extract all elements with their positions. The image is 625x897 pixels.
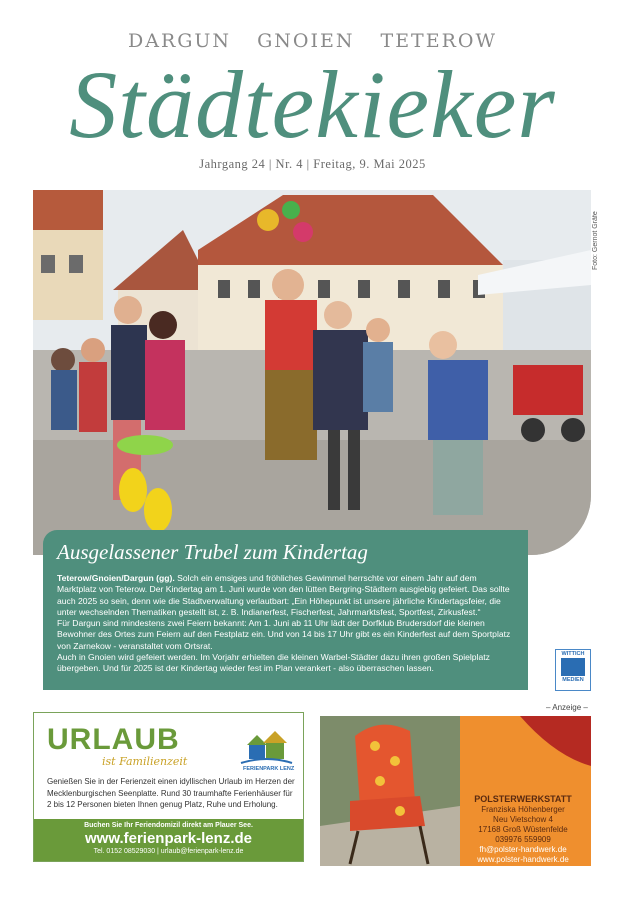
ad-label: – Anzeige –	[546, 703, 588, 712]
masthead-towns: DARGUN GNOIEN TETEROW	[127, 30, 498, 52]
ad-polsterwerkstatt[interactable]	[320, 716, 591, 866]
lead-story	[43, 530, 528, 690]
publisher-logo-mark	[561, 658, 585, 676]
publisher-logo	[555, 649, 591, 691]
story-text-1: Solch ein emsiges und fröhliches Gewimmel herrschte vor einem Jahr auf dem Marktplatz von Teterow. Der Kindertag am 1. Juni wurde von den lütten Bergring-Städtern ausgiebig gefeiert. Das sollte auch 2025 so sein, denn wie die Stadtverwaltung verlautbart: „Ein Höhepunkt ist unsere jährliche Kindertagsfeier, die unter wechselnden Thematiken gestellt ist, z. B. Indianerfest, Fischerfest, Jahrmarktsfest, Sportfest, Zirkusfest.“	[57, 573, 510, 617]
ad-polster-city: 17168 Groß Wüstenfelde	[478, 825, 568, 834]
ad-ferienpark-cta: Buchen Sie Ihr Feriendomizil direkt am Plauer See.	[84, 822, 253, 829]
story-paragraph-1	[57, 573, 514, 618]
masthead-title: Städtekieker	[69, 51, 556, 158]
story-headline: Ausgelassener Trubel zum Kindertag	[57, 540, 368, 564]
issue-line: Jahrgang 24 | Nr. 4 | Freitag, 9. Mai 2025	[199, 157, 426, 171]
ad-polster-owner: Franziska Höhenberger	[481, 805, 565, 814]
ad-ferienpark[interactable]	[33, 712, 304, 862]
ad-polster-street: Neu Vietschow 4	[493, 815, 553, 824]
publisher-logo-bottom: MEDIEN	[562, 677, 584, 683]
ad-ferienpark-url[interactable]: www.ferienpark-lenz.de	[85, 830, 252, 847]
ad-ferienpark-script: ist Familienzeit	[102, 755, 188, 768]
ad-polster-email[interactable]: fh@polster-handwerk.de	[479, 845, 567, 854]
house-icon	[239, 725, 294, 767]
photo-credit: Foto: Gernot Gräfe	[592, 211, 599, 270]
ad-ferienpark-logo-text: FERIENPARK LENZ	[243, 766, 295, 772]
ad-ferienpark-description: Genießen Sie in der Ferienzeit einen idyllischen Urlaub im Herzen der Mecklenburgischen Seenplatte. Rund 30 traumhafte Ferienhäuser für 2 bis 12 Personen bieten Ihnen genug Platz, Ruhe und Erholung.	[47, 777, 295, 809]
ad-ferienpark-headline: URLAUB	[47, 723, 180, 756]
story-dateline: Teterow/Gnoien/Dargun (gg).	[57, 573, 175, 583]
cover-photo	[33, 190, 591, 555]
ad-polster-name: POLSTERWERKSTATT	[474, 794, 572, 804]
story-paragraph-3: Auch in Gnoien wird gefeiert werden. Im Vorjahr erhielten die kleinen Warbel-Städter dazu ihren großen Spielplatz übergeben. Und für 2025 ist der Kindertag wieder fest im Plan verankert - also überraschen lassen.	[57, 652, 490, 674]
ad-polster-web[interactable]: www.polster-handwerk.de	[477, 855, 569, 864]
publisher-logo-top: WITTICH	[561, 651, 585, 657]
story-paragraph-2: Für Dargun sind mindestens zwei Feiern bekannt: Am 1. Juni ab 11 Uhr lädt der Dorfklub Brudersdorf die kleinen Bewohner des Ortes zum Feiern auf den Festplatz ein. Und von 14 bis 17 Uhr gibt es ein Kinderfest auf dem Sportplatz von Zarnekow - veranstaltet vom Ortsrat.	[57, 618, 511, 651]
ad-ferienpark-contact: Tel. 0152 08529030 | urlaub@ferienpark-lenz.de	[93, 848, 244, 855]
ad-ferienpark-band	[34, 819, 303, 861]
ad-polster-text	[455, 794, 591, 865]
ad-polster-phone: 039976 559909	[495, 835, 551, 844]
